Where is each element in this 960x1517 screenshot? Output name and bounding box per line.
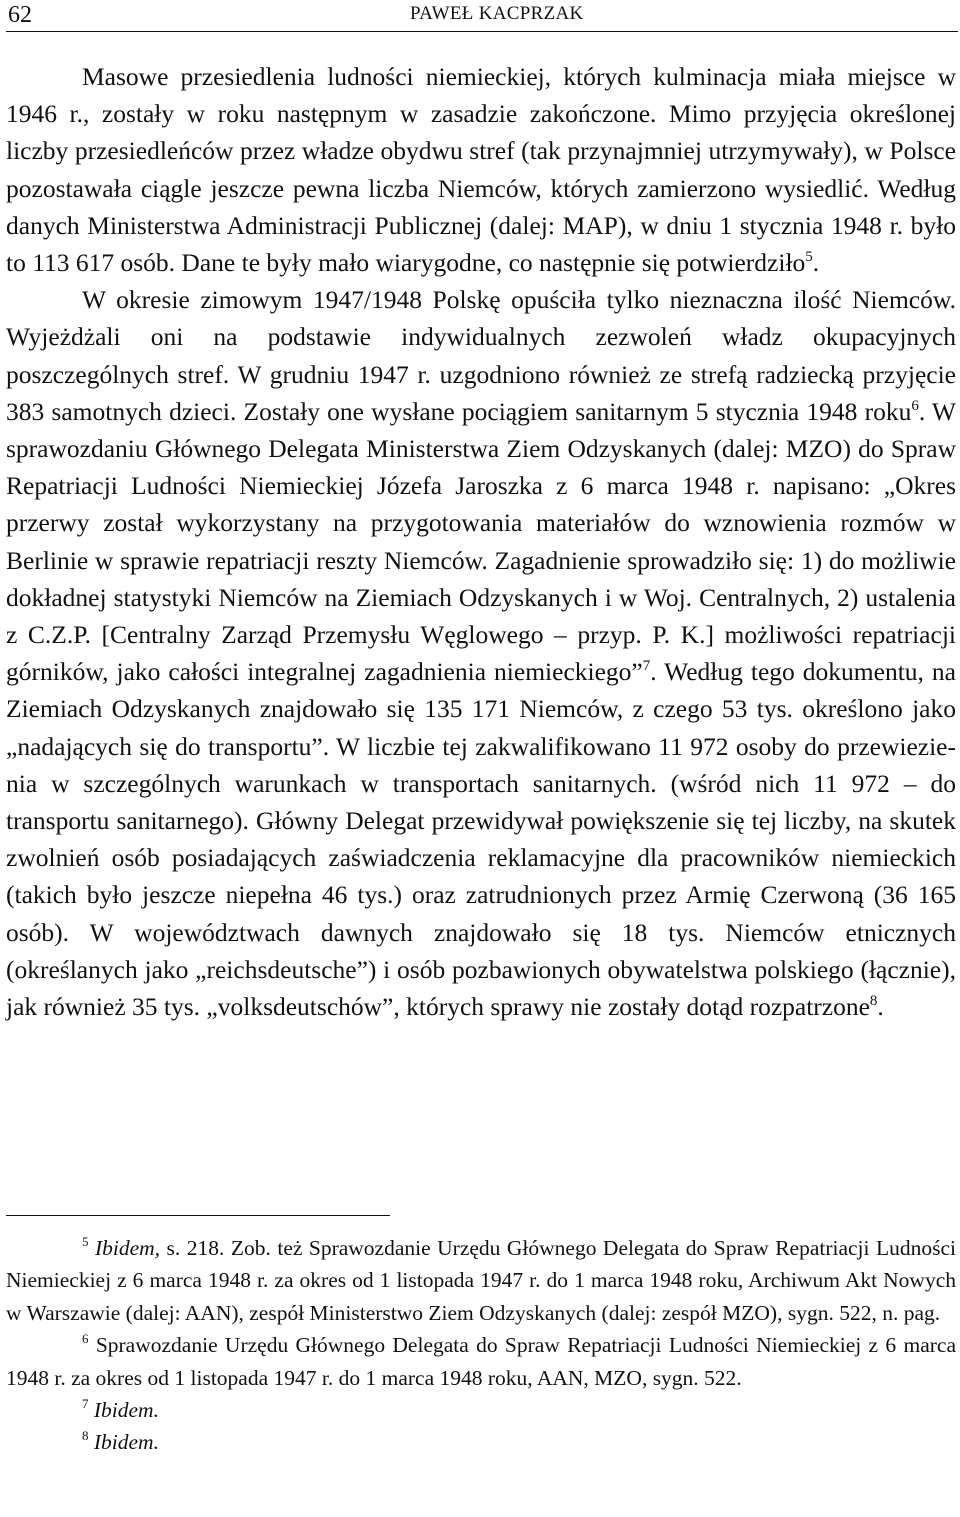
footnote-6 [6,1329,956,1394]
paragraph-2-end: . [877,992,884,1022]
body-text [6,58,956,1025]
footnote-8-text: Ibidem. [88,1430,159,1455]
header-rule [6,31,958,32]
paragraph-1-text: Masowe przesiedlenia ludności niemieckiej, których kulminacja miała miejsce w 1946 r., zostały w roku następnym w zasadzie zakończone. Mimo przyjęcia określonej liczby przesiedleńców przez władze obydwu stref (tak przynajmniej utrzymywały), w Polsce pozostawała ciągle jeszcze pewna liczba Niemców, których zamierzono wysiedlić. Według danych Ministerstwa Administracji Publicznej (dalej: MAP), w dniu 1 stycznia 1948 r. było to 113 617 osób. Dane te były mało wiarygodne, co następnie się potwierdziło [6,62,956,278]
footnote-number: 7 [82,1396,89,1412]
footnote-5-text: s. 218. Zob. też Sprawozdanie Urzędu Głównego Delegata do Spraw Repatriacji Ludności Niemieckiej z 6 marca 1948 r. za okres od 1 listopada 1947 r. do 1 marca 1948 roku, Archiwum Akt Nowych w Warszawie (dalej: AAN), zespół Ministerstwo Ziem Odzyskanych (dalej: zespół MZO), sygn. 522, n. pag. [6,1236,956,1325]
footnotes [6,1232,956,1459]
footnote-number: 6 [82,1331,89,1347]
paragraph-2-text-a: W okresie zimowym 1947/1948 Polskę opuściła tylko nieznaczna ilość Niemców. Wyjeżdżali oni na podstawie indywidualnych zezwoleń władz okupacyjnych poszczególnych stref. W grudniu 1947 r. uzgodniono również ze strefą radziecką przyjęcie 383 samotnych dzieci. Zostały one wysłane pociągiem sanitarnym 5 stycznia 1948 roku [6,285,956,426]
document-page [6,0,958,1517]
footnote-6-text: Sprawozdanie Urzędu Głównego Delegata do Spraw Repatriacji Ludności Niemieckiej z 6 marca 1948 r. za okres od 1 listopada 1947 r. do 1 marca 1948 roku, AAN, MZO, sygn. 522. [6,1333,956,1390]
running-head: PAWEŁ KACPRZAK [410,3,584,24]
footnote-number: 5 [82,1234,89,1249]
footnote-ref-8[interactable]: 8 [869,993,878,1010]
paragraph-1 [6,58,956,281]
footnote-8 [6,1426,956,1458]
footnote-number: 8 [82,1428,89,1444]
footnote-ref-7[interactable]: 7 [642,658,651,675]
page-header [6,2,958,32]
footnote-separator [6,1215,390,1216]
page-number: 62 [8,2,32,28]
paragraph-2 [6,281,956,1025]
footnote-5 [6,1232,956,1329]
paragraph-2-text-c: . Według tego dokumentu, na Ziemiach Odzyskanych znajdowało się 135 171 Niemców, z czego 53 tys. określono jako „nadających się do transportu”. W liczbie tej zakwalifikowano 11 972 osoby do przewiezienia w szczególnych warunkach w transportach sanitarnych. (wśród nich 11 972 – do transportu sanitarnego). Główny Delegat przewidywał powiększenie się tej liczby, na skutek zwolnień osób posiadających zaświadczenia reklamacyjne dla pracowników niemieckich (takich było jeszcze niepełna 46 tys.) oraz zatrudnionych przez Armię Czerwoną (36 165 osób). W województwach dawnych znajdowało się 18 tys. Niemców etnicznych (określanych jako „reichsdeutsche”) i osób pozbawionych obywatelstwa polskiego (łącznie), jak również 35 tys. „volksdeutschów”, których sprawy nie zostały dotąd rozpatrzone [6,657,956,1022]
paragraph-1-end: . [812,248,820,278]
footnote-5-lead: Ibidem, [94,1236,161,1260]
footnote-7 [6,1394,956,1426]
paragraph-2-text-b: . W sprawozdaniu Głównego Delegata Ministerstwa Ziem Odzyskanych (dalej: MZO) do Spraw Repatriacji Ludności Niemieckiej Józefa Jaroszka z 6 marca 1948 r. napisano: „Okres przerwy został wykorzystany na przygotowania materiałów do wznowienia rozmów w Berlinie w sprawie repatriacji reszty Niemców. Zagadnienie sprowadziło się: 1) do możliwie dokładnej statystyki Niemców na Ziemiach Odzyskanych i w Woj. Centralnych, 2) ustalenia z C.Z.P. [Centralny Zarząd Przemysłu Węglowego – przyp. P. K.] możliwości repatriacji górników, jako całości integralnej zagadnienia niemieckiego” [6,396,957,687]
footnote-ref-5[interactable]: 5 [805,249,813,266]
footnote-ref-6[interactable]: 6 [911,397,919,414]
footnote-7-text: Ibidem. [88,1398,159,1423]
